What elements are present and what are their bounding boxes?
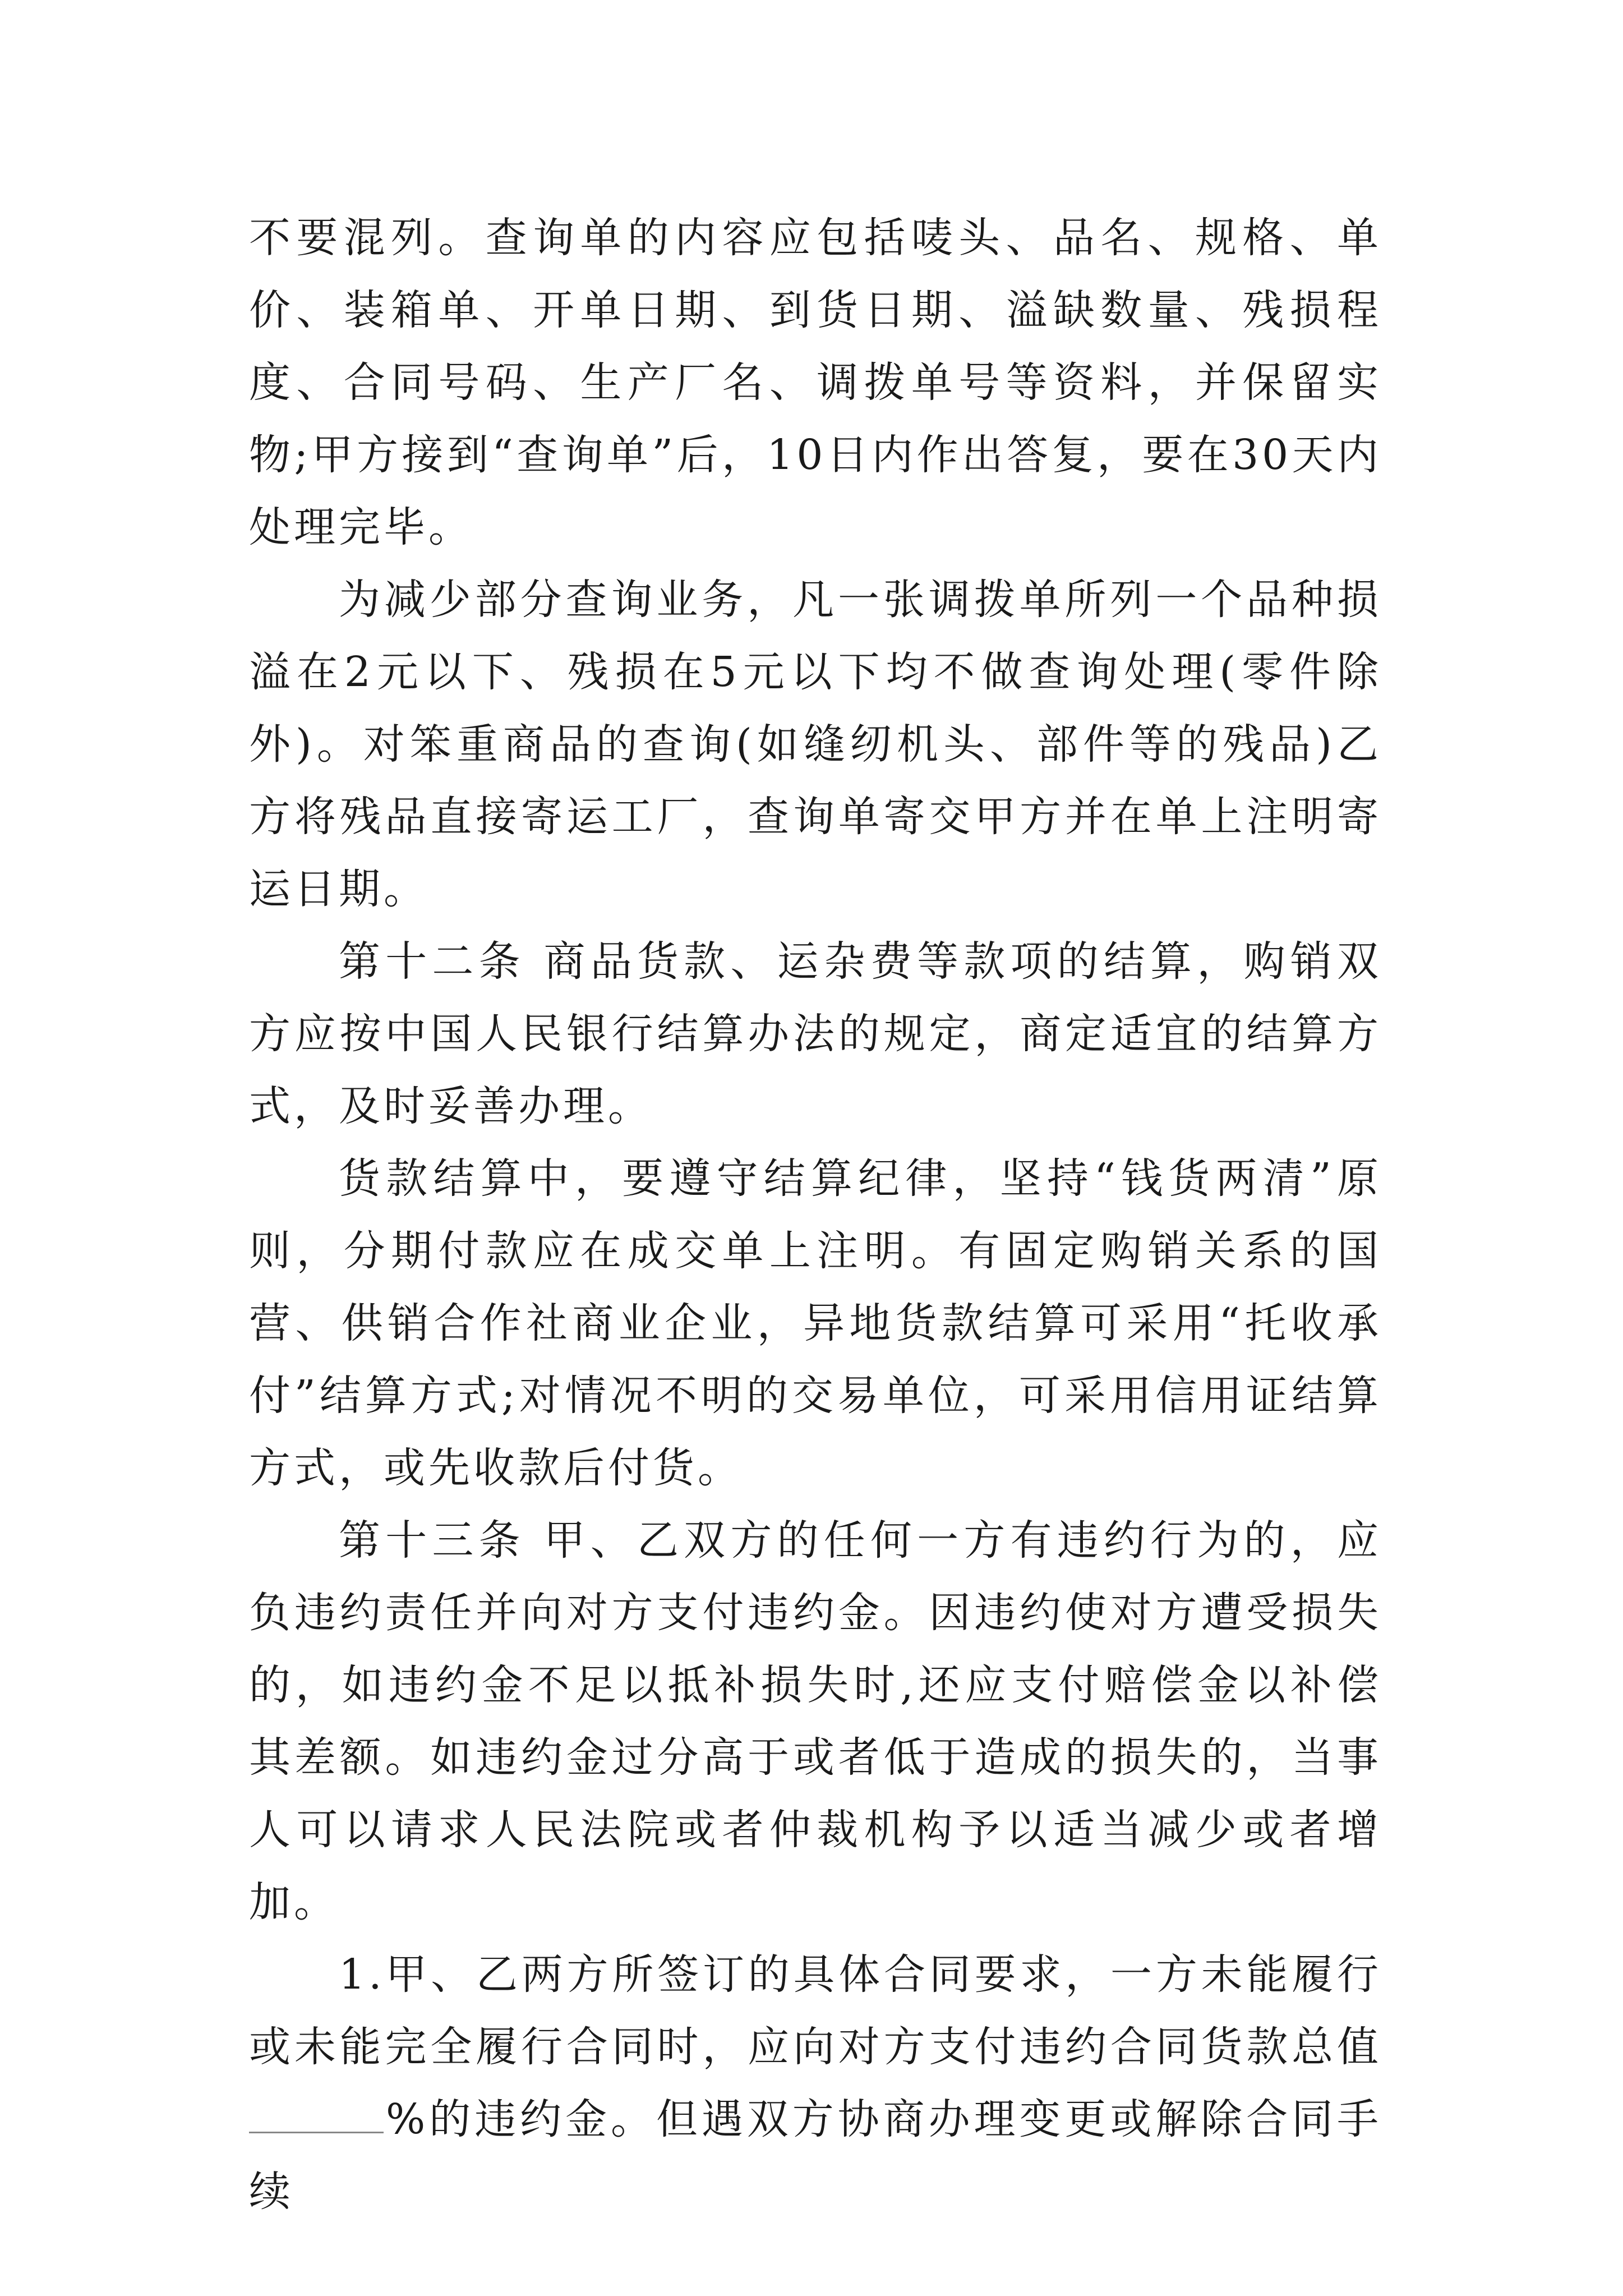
clause-1-text-start: 1.甲、乙两方所签订的具体合同要求，一方未能履行或未能完全履行合同时，应向对方支付违约合同货款总值 — [249, 1950, 1382, 2071]
paragraph-clause-1 — [249, 1939, 1382, 2228]
paragraph-query-threshold: 为减少部分查询业务，凡一张调拨单所列一个品种损溢在2元以下、残损在5元以下均不做查询处理(零件除外)。对笨重商品的查询(如缝纫机头、部件等的残品)乙方将残品直接寄运工厂，查询单寄交甲方并在单上注明寄运日期。 — [249, 576, 1382, 913]
paragraph-article-13: 第十三条 甲、乙双方的任何一方有违约行为的，应负违约责任并向对方支付违约金。因违约使对方遭受损失的，如违约金不足以抵补损失时,还应支付赔偿金以补偿其差额。如违约金过分高于或者低于造成的损失的，当事人可以请求人民法院或者仲裁机构予以适当减少或者增加。 — [249, 1516, 1382, 1926]
clause-1-text-end: %的违约金。但遇双方协商办理变更或解除合同手续 — [249, 2095, 1382, 2216]
fill-in-blank[interactable] — [249, 2088, 384, 2133]
document-body — [249, 202, 1382, 2228]
paragraph-article-12: 第十二条 商品货款、运杂费等款项的结算，购销双方应按中国人民银行结算办法的规定，商定适宜的结算方式，及时妥善办理。 — [249, 937, 1382, 1130]
paragraph-continued: 不要混列。查询单的内容应包括唛头、品名、规格、单价、装箱单、开单日期、到货日期、溢缺数量、残损程度、合同号码、生产厂名、调拨单号等资料，并保留实物;甲方接到“查询单”后，10日内作出答复，要在30天内处理完毕。 — [249, 214, 1382, 551]
paragraph-settlement: 货款结算中，要遵守结算纪律，坚持“钱货两清”原则，分期付款应在成交单上注明。有固定购销关系的国营、供销合作社商业企业，异地货款结算可采用“托收承付”结算方式;对情况不明的交易单位，可采用信用证结算方式，或先收款后付货。 — [249, 1154, 1382, 1492]
